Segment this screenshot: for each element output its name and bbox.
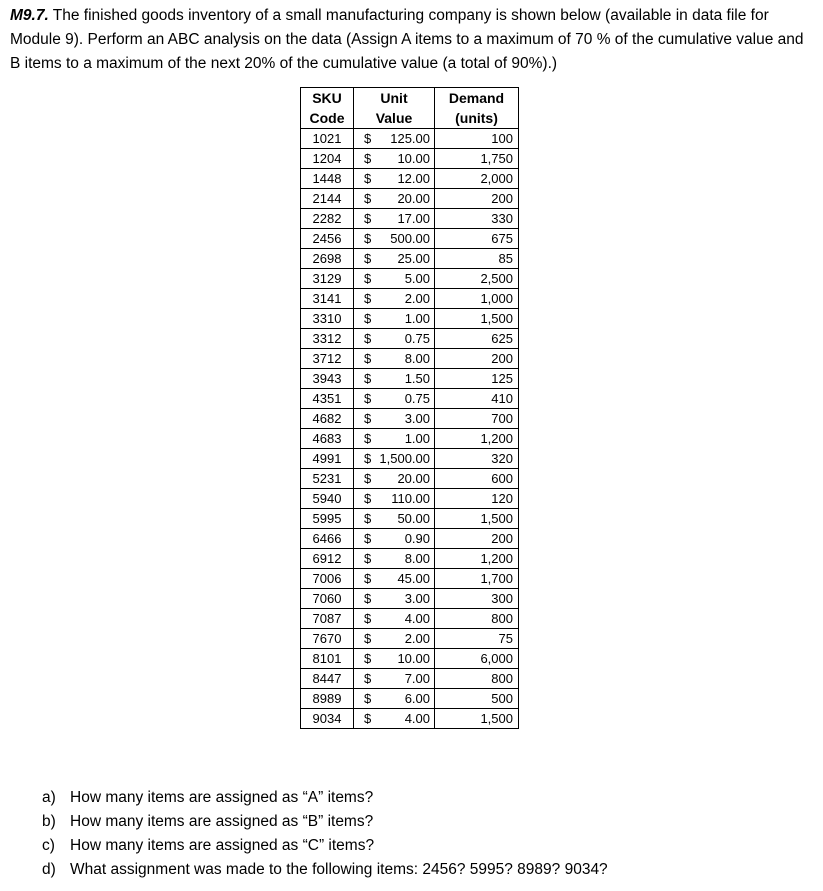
sku-cell: 5940 xyxy=(301,489,354,509)
unit-value-amount: 2.00 xyxy=(404,291,430,306)
currency-symbol: $ xyxy=(364,231,372,246)
unit-value-amount: 1.50 xyxy=(404,371,430,386)
unit-value-cell xyxy=(354,209,435,229)
currency-symbol: $ xyxy=(364,391,372,406)
unit-value-cell xyxy=(354,569,435,589)
sku-cell: 3141 xyxy=(301,289,354,309)
unit-value-cell xyxy=(354,629,435,649)
currency-symbol: $ xyxy=(364,131,372,146)
table-row xyxy=(301,569,519,589)
demand-cell: 1,700 xyxy=(435,569,519,589)
table-row xyxy=(301,649,519,669)
unit-value-amount: 7.00 xyxy=(404,671,430,686)
currency-symbol: $ xyxy=(364,611,372,626)
table-row xyxy=(301,129,519,149)
currency-symbol: $ xyxy=(364,431,372,446)
sku-cell: 3712 xyxy=(301,349,354,369)
demand-cell: 500 xyxy=(435,689,519,709)
currency-symbol: $ xyxy=(364,511,372,526)
sku-cell: 8101 xyxy=(301,649,354,669)
currency-symbol: $ xyxy=(364,491,372,506)
sku-cell: 2698 xyxy=(301,249,354,269)
demand-cell: 200 xyxy=(435,349,519,369)
table-row xyxy=(301,489,519,509)
unit-value-amount: 17.00 xyxy=(397,211,430,226)
demand-cell: 330 xyxy=(435,209,519,229)
unit-value-cell xyxy=(354,289,435,309)
sku-cell: 1448 xyxy=(301,169,354,189)
sku-cell: 4991 xyxy=(301,449,354,469)
demand-cell: 625 xyxy=(435,329,519,349)
sku-cell: 3129 xyxy=(301,269,354,289)
inventory-table xyxy=(300,87,519,729)
question-label: b) xyxy=(42,813,56,830)
table-row xyxy=(301,629,519,649)
currency-symbol: $ xyxy=(364,531,372,546)
unit-value-amount: 5.00 xyxy=(404,271,430,286)
question-text: How many items are assigned as “C” items? xyxy=(70,837,375,854)
sku-cell: 6466 xyxy=(301,529,354,549)
demand-cell: 675 xyxy=(435,229,519,249)
unit-value-amount: 0.75 xyxy=(404,331,430,346)
unit-value-cell xyxy=(354,429,435,449)
question-label: d) xyxy=(42,861,56,878)
demand-cell: 800 xyxy=(435,669,519,689)
unit-value-amount: 4.00 xyxy=(404,611,430,626)
sku-cell: 3310 xyxy=(301,309,354,329)
unit-value-cell xyxy=(354,689,435,709)
currency-symbol: $ xyxy=(364,191,372,206)
demand-cell: 600 xyxy=(435,469,519,489)
demand-cell: 2,500 xyxy=(435,269,519,289)
unit-value-amount: 8.00 xyxy=(404,551,430,566)
question-text: How many items are assigned as “A” items? xyxy=(70,789,374,806)
currency-symbol: $ xyxy=(364,651,372,666)
unit-value-cell xyxy=(354,169,435,189)
unit-value-amount: 20.00 xyxy=(397,191,430,206)
demand-cell: 1,750 xyxy=(435,149,519,169)
sku-cell: 4682 xyxy=(301,409,354,429)
sku-cell: 4683 xyxy=(301,429,354,449)
header-value-line2: Value xyxy=(354,108,435,129)
unit-value-cell xyxy=(354,609,435,629)
table-row xyxy=(301,509,519,529)
table-row xyxy=(301,669,519,689)
unit-value-amount: 0.75 xyxy=(404,391,430,406)
table-row xyxy=(301,329,519,349)
question-text: What assignment was made to the following items: 2456? 5995? 8989? 9034? xyxy=(70,861,608,878)
currency-symbol: $ xyxy=(364,171,372,186)
table-row xyxy=(301,529,519,549)
table-row xyxy=(301,309,519,329)
currency-symbol: $ xyxy=(364,411,372,426)
sku-cell: 7006 xyxy=(301,569,354,589)
question-label: c) xyxy=(42,837,55,854)
unit-value-cell xyxy=(354,249,435,269)
unit-value-amount: 25.00 xyxy=(397,251,430,266)
currency-symbol: $ xyxy=(364,271,372,286)
currency-symbol: $ xyxy=(364,471,372,486)
unit-value-amount: 3.00 xyxy=(404,411,430,426)
table-row xyxy=(301,709,519,729)
unit-value-amount: 110.00 xyxy=(391,491,430,506)
unit-value-cell xyxy=(354,469,435,489)
table-row xyxy=(301,549,519,569)
table-row xyxy=(301,209,519,229)
unit-value-cell xyxy=(354,369,435,389)
unit-value-amount: 45.00 xyxy=(397,571,430,586)
table-row xyxy=(301,689,519,709)
table-row xyxy=(301,429,519,449)
currency-symbol: $ xyxy=(364,351,372,366)
demand-cell: 1,500 xyxy=(435,709,519,729)
unit-value-cell xyxy=(354,389,435,409)
header-demand-line1: Demand xyxy=(435,88,519,109)
currency-symbol: $ xyxy=(364,691,372,706)
sku-cell: 1204 xyxy=(301,149,354,169)
sku-cell: 8447 xyxy=(301,669,354,689)
currency-symbol: $ xyxy=(364,671,372,686)
question-item xyxy=(42,810,608,834)
demand-cell: 1,500 xyxy=(435,309,519,329)
unit-value-cell xyxy=(354,649,435,669)
demand-cell: 1,200 xyxy=(435,429,519,449)
problem-text: The finished goods inventory of a small manufacturing company is shown below (available in data file for Module 9). Perform an ABC analysis on the data (Assign A items to a maximum of 70 % of the cumulative value and B items to a maximum of the next 20% of the cumulative value (a total of 90%).) xyxy=(10,7,804,72)
demand-cell: 300 xyxy=(435,589,519,609)
unit-value-cell xyxy=(354,129,435,149)
unit-value-amount: 500.00 xyxy=(390,231,430,246)
unit-value-amount: 10.00 xyxy=(397,651,430,666)
sku-cell: 9034 xyxy=(301,709,354,729)
unit-value-amount: 2.00 xyxy=(404,631,430,646)
unit-value-amount: 50.00 xyxy=(397,511,430,526)
currency-symbol: $ xyxy=(364,551,372,566)
unit-value-amount: 6.00 xyxy=(404,691,430,706)
table-row xyxy=(301,449,519,469)
unit-value-cell xyxy=(354,509,435,529)
currency-symbol: $ xyxy=(364,371,372,386)
unit-value-cell xyxy=(354,709,435,729)
demand-cell: 6,000 xyxy=(435,649,519,669)
demand-cell: 800 xyxy=(435,609,519,629)
sku-cell: 7670 xyxy=(301,629,354,649)
demand-cell: 85 xyxy=(435,249,519,269)
unit-value-amount: 20.00 xyxy=(397,471,430,486)
sku-cell: 6912 xyxy=(301,549,354,569)
sku-cell: 2456 xyxy=(301,229,354,249)
currency-symbol: $ xyxy=(364,151,372,166)
demand-cell: 200 xyxy=(435,189,519,209)
currency-symbol: $ xyxy=(364,311,372,326)
unit-value-amount: 10.00 xyxy=(397,151,430,166)
table-row xyxy=(301,289,519,309)
demand-cell: 2,000 xyxy=(435,169,519,189)
unit-value-amount: 125.00 xyxy=(390,131,430,146)
table-row xyxy=(301,469,519,489)
unit-value-amount: 1.00 xyxy=(404,311,430,326)
table-row xyxy=(301,149,519,169)
sku-cell: 3943 xyxy=(301,369,354,389)
demand-cell: 1,000 xyxy=(435,289,519,309)
question-text: How many items are assigned as “B” items? xyxy=(70,813,374,830)
table-row xyxy=(301,249,519,269)
unit-value-cell xyxy=(354,409,435,429)
sku-cell: 7060 xyxy=(301,589,354,609)
unit-value-cell xyxy=(354,549,435,569)
unit-value-cell xyxy=(354,189,435,209)
sku-cell: 5231 xyxy=(301,469,354,489)
demand-cell: 410 xyxy=(435,389,519,409)
currency-symbol: $ xyxy=(364,211,372,226)
unit-value-cell xyxy=(354,229,435,249)
unit-value-cell xyxy=(354,149,435,169)
unit-value-amount: 3.00 xyxy=(404,591,430,606)
sku-cell: 7087 xyxy=(301,609,354,629)
currency-symbol: $ xyxy=(364,331,372,346)
question-item xyxy=(42,858,608,882)
problem-number: M9.7. xyxy=(10,7,49,24)
table-row xyxy=(301,369,519,389)
currency-symbol: $ xyxy=(364,251,372,266)
unit-value-amount: 8.00 xyxy=(404,351,430,366)
currency-symbol: $ xyxy=(364,571,372,586)
demand-cell: 320 xyxy=(435,449,519,469)
currency-symbol: $ xyxy=(364,591,372,606)
demand-cell: 1,200 xyxy=(435,549,519,569)
sku-cell: 8989 xyxy=(301,689,354,709)
unit-value-amount: 12.00 xyxy=(397,171,430,186)
table-body xyxy=(301,129,519,729)
unit-value-amount: 1,500.00 xyxy=(379,451,430,466)
table-row xyxy=(301,229,519,249)
sku-cell: 4351 xyxy=(301,389,354,409)
question-list xyxy=(42,786,608,882)
currency-symbol: $ xyxy=(364,451,372,466)
sku-cell: 5995 xyxy=(301,509,354,529)
table-row xyxy=(301,269,519,289)
header-value-line1: Unit xyxy=(354,88,435,109)
unit-value-cell xyxy=(354,669,435,689)
demand-cell: 700 xyxy=(435,409,519,429)
table-row xyxy=(301,589,519,609)
sku-cell: 3312 xyxy=(301,329,354,349)
unit-value-cell xyxy=(354,449,435,469)
demand-cell: 200 xyxy=(435,529,519,549)
unit-value-cell xyxy=(354,349,435,369)
table-row xyxy=(301,609,519,629)
problem-statement xyxy=(10,4,810,76)
sku-cell: 1021 xyxy=(301,129,354,149)
table-row xyxy=(301,169,519,189)
currency-symbol: $ xyxy=(364,631,372,646)
unit-value-cell xyxy=(354,329,435,349)
unit-value-amount: 4.00 xyxy=(404,711,430,726)
currency-symbol: $ xyxy=(364,291,372,306)
unit-value-cell xyxy=(354,529,435,549)
unit-value-cell xyxy=(354,309,435,329)
unit-value-cell xyxy=(354,269,435,289)
demand-cell: 125 xyxy=(435,369,519,389)
table-row xyxy=(301,409,519,429)
table-row xyxy=(301,349,519,369)
sku-cell: 2282 xyxy=(301,209,354,229)
unit-value-cell xyxy=(354,489,435,509)
sku-cell: 2144 xyxy=(301,189,354,209)
header-sku-line1: SKU xyxy=(301,88,354,109)
question-item xyxy=(42,834,608,858)
table-row xyxy=(301,189,519,209)
unit-value-amount: 0.90 xyxy=(404,531,430,546)
demand-cell: 100 xyxy=(435,129,519,149)
unit-value-amount: 1.00 xyxy=(404,431,430,446)
header-demand-line2: (units) xyxy=(435,108,519,129)
demand-cell: 120 xyxy=(435,489,519,509)
header-sku-line2: Code xyxy=(301,108,354,129)
unit-value-cell xyxy=(354,589,435,609)
demand-cell: 75 xyxy=(435,629,519,649)
question-item xyxy=(42,786,608,810)
currency-symbol: $ xyxy=(364,711,372,726)
demand-cell: 1,500 xyxy=(435,509,519,529)
table-row xyxy=(301,389,519,409)
question-label: a) xyxy=(42,789,56,806)
